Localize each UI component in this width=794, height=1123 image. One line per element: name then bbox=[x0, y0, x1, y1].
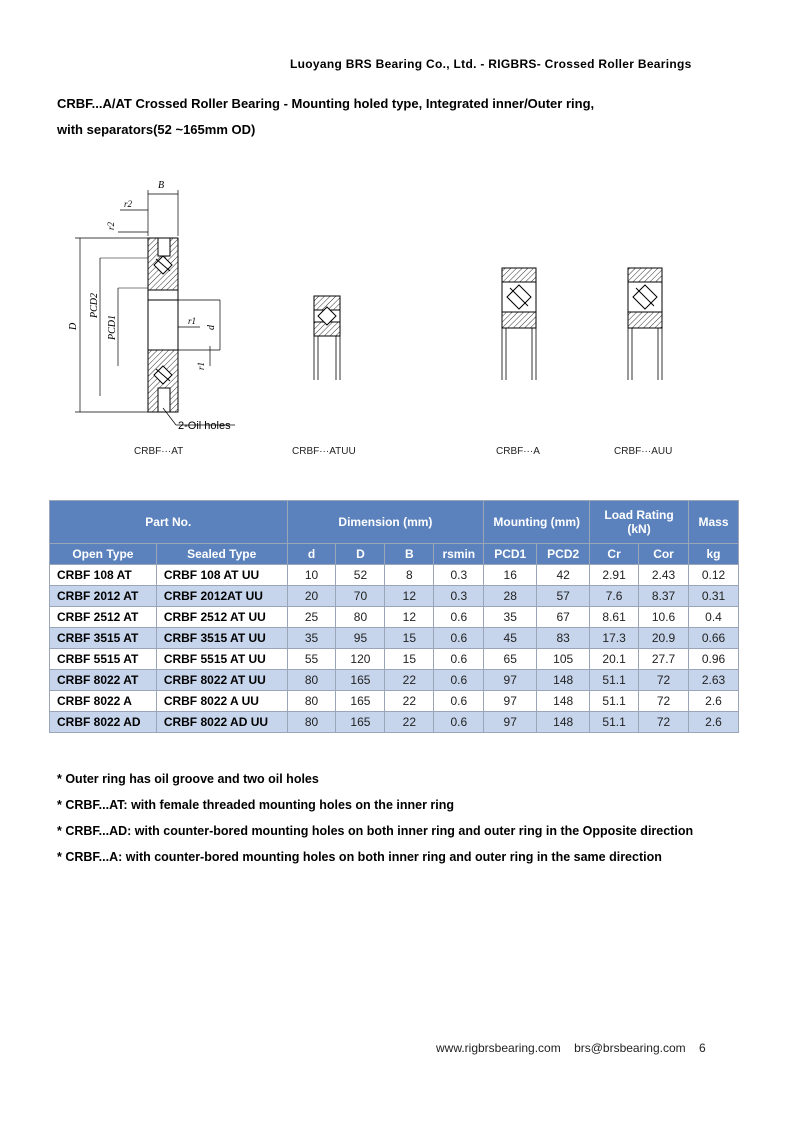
value-cell: 10 bbox=[287, 565, 336, 586]
value-cell: 2.6 bbox=[688, 712, 738, 733]
value-cell: 148 bbox=[537, 691, 590, 712]
value-cell: 51.1 bbox=[590, 670, 639, 691]
dim-label-d-outer: D bbox=[68, 322, 79, 330]
value-cell: 22 bbox=[385, 670, 434, 691]
crbf-atuu-drawing bbox=[314, 296, 340, 380]
value-cell: 0.3 bbox=[434, 565, 484, 586]
part-number-cell: CRBF 3515 AT bbox=[50, 628, 157, 649]
page-footer bbox=[436, 1041, 716, 1055]
value-cell: 42 bbox=[537, 565, 590, 586]
value-cell: 0.12 bbox=[688, 565, 738, 586]
value-cell: 0.6 bbox=[434, 691, 484, 712]
value-cell: 0.6 bbox=[434, 628, 484, 649]
value-cell: 148 bbox=[537, 712, 590, 733]
value-cell: 35 bbox=[484, 607, 537, 628]
table-row bbox=[50, 691, 739, 712]
table-column-header-row bbox=[50, 544, 739, 565]
column-header: PCD2 bbox=[537, 544, 590, 565]
header-mass: Mass bbox=[688, 501, 738, 544]
value-cell: 0.4 bbox=[688, 607, 738, 628]
column-header: d bbox=[287, 544, 336, 565]
header-load-rating-unit: (kN) bbox=[627, 522, 651, 536]
table-row bbox=[50, 670, 739, 691]
part-number-cell: CRBF 5515 AT bbox=[50, 649, 157, 670]
value-cell: 8 bbox=[385, 565, 434, 586]
value-cell: 0.66 bbox=[688, 628, 738, 649]
column-header: Sealed Type bbox=[156, 544, 287, 565]
value-cell: 80 bbox=[287, 712, 336, 733]
value-cell: 67 bbox=[537, 607, 590, 628]
value-cell: 72 bbox=[639, 712, 689, 733]
part-number-cell: CRBF 8022 A bbox=[50, 691, 157, 712]
table-row bbox=[50, 607, 739, 628]
dim-label-r2-side: r2 bbox=[106, 221, 116, 230]
value-cell: 0.6 bbox=[434, 607, 484, 628]
part-number-cell: CRBF 2512 AT bbox=[50, 607, 157, 628]
value-cell: 165 bbox=[336, 712, 385, 733]
value-cell: 0.6 bbox=[434, 670, 484, 691]
column-header: kg bbox=[688, 544, 738, 565]
value-cell: 20 bbox=[287, 586, 336, 607]
crbf-auu-drawing bbox=[628, 268, 662, 380]
value-cell: 70 bbox=[336, 586, 385, 607]
table-row bbox=[50, 712, 739, 733]
dim-label-r1-inner: r1 bbox=[188, 316, 197, 326]
spec-table bbox=[49, 500, 739, 733]
value-cell: 2.43 bbox=[639, 565, 689, 586]
value-cell: 51.1 bbox=[590, 712, 639, 733]
value-cell: 0.96 bbox=[688, 649, 738, 670]
caption-crbf-atuu: CRBF···ATUU bbox=[292, 446, 356, 457]
value-cell: 8.61 bbox=[590, 607, 639, 628]
part-number-cell: CRBF 8022 AT bbox=[50, 670, 157, 691]
dim-label-r1-outer: r1 bbox=[196, 361, 206, 370]
page-number: 6 bbox=[698, 1041, 706, 1055]
header-dimension: Dimension (mm) bbox=[287, 501, 484, 544]
value-cell: 80 bbox=[287, 670, 336, 691]
footer-website: www.rigbrsbearing.com bbox=[436, 1041, 561, 1055]
column-header: Cor bbox=[639, 544, 689, 565]
value-cell: 0.3 bbox=[434, 586, 484, 607]
value-cell: 2.91 bbox=[590, 565, 639, 586]
column-header: B bbox=[385, 544, 434, 565]
note-item: * CRBF...A: with counter-bored mounting holes on both inner ring and outer ring in the same direction bbox=[57, 850, 662, 864]
value-cell: 80 bbox=[287, 691, 336, 712]
value-cell: 15 bbox=[385, 649, 434, 670]
value-cell: 8.37 bbox=[639, 586, 689, 607]
dim-label-b: B bbox=[158, 180, 165, 191]
dim-label-pcd1: PCD1 bbox=[107, 315, 118, 340]
part-number-cell: CRBF 8022 AD UU bbox=[156, 712, 287, 733]
value-cell: 55 bbox=[287, 649, 336, 670]
value-cell: 22 bbox=[385, 691, 434, 712]
part-number-cell: CRBF 108 AT bbox=[50, 565, 157, 586]
value-cell: 16 bbox=[484, 565, 537, 586]
oil-holes-label: 2-Oil holes bbox=[178, 420, 231, 432]
value-cell: 2.63 bbox=[688, 670, 738, 691]
note-item: * Outer ring has oil groove and two oil holes bbox=[57, 772, 319, 786]
bearing-drawings bbox=[60, 170, 750, 470]
title-line-1: CRBF...A/AT Crossed Roller Bearing - Mounting holed type, Integrated inner/Outer ring, bbox=[57, 96, 595, 111]
header-part-no: Part No. bbox=[50, 501, 288, 544]
part-number-cell: CRBF 3515 AT UU bbox=[156, 628, 287, 649]
crbf-at-drawing bbox=[68, 180, 235, 432]
value-cell: 97 bbox=[484, 670, 537, 691]
value-cell: 0.31 bbox=[688, 586, 738, 607]
column-header: D bbox=[336, 544, 385, 565]
value-cell: 20.1 bbox=[590, 649, 639, 670]
value-cell: 0.6 bbox=[434, 712, 484, 733]
value-cell: 80 bbox=[336, 607, 385, 628]
part-number-cell: CRBF 8022 A UU bbox=[156, 691, 287, 712]
part-number-cell: CRBF 2512 AT UU bbox=[156, 607, 287, 628]
value-cell: 120 bbox=[336, 649, 385, 670]
table-row bbox=[50, 628, 739, 649]
value-cell: 57 bbox=[537, 586, 590, 607]
header-load-rating bbox=[590, 501, 689, 544]
table-row bbox=[50, 565, 739, 586]
value-cell: 28 bbox=[484, 586, 537, 607]
table-row bbox=[50, 649, 739, 670]
value-cell: 7.6 bbox=[590, 586, 639, 607]
value-cell: 15 bbox=[385, 628, 434, 649]
value-cell: 72 bbox=[639, 691, 689, 712]
part-number-cell: CRBF 2012AT UU bbox=[156, 586, 287, 607]
value-cell: 27.7 bbox=[639, 649, 689, 670]
dim-label-d-bore: d bbox=[206, 325, 217, 330]
value-cell: 45 bbox=[484, 628, 537, 649]
notes-section bbox=[57, 766, 693, 870]
value-cell: 148 bbox=[537, 670, 590, 691]
part-number-cell: CRBF 8022 AD bbox=[50, 712, 157, 733]
caption-crbf-at: CRBF···AT bbox=[134, 446, 184, 457]
value-cell: 51.1 bbox=[590, 691, 639, 712]
caption-crbf-auu: CRBF···AUU bbox=[614, 446, 673, 457]
value-cell: 97 bbox=[484, 691, 537, 712]
value-cell: 165 bbox=[336, 670, 385, 691]
table-group-header-row bbox=[50, 501, 739, 544]
page-header: Luoyang BRS Bearing Co., Ltd. - RIGBRS- Crossed Roller Bearings bbox=[290, 57, 692, 71]
dim-label-r2-top: r2 bbox=[124, 199, 133, 209]
part-number-cell: CRBF 108 AT UU bbox=[156, 565, 287, 586]
table-body bbox=[50, 565, 739, 733]
column-header: Open Type bbox=[50, 544, 157, 565]
title-line-2: with separators(52 ~165mm OD) bbox=[57, 122, 256, 137]
value-cell: 105 bbox=[537, 649, 590, 670]
footer-email: brs@brsbearing.com bbox=[574, 1041, 686, 1055]
table-row bbox=[50, 586, 739, 607]
column-header: PCD1 bbox=[484, 544, 537, 565]
part-number-cell: CRBF 2012 AT bbox=[50, 586, 157, 607]
value-cell: 17.3 bbox=[590, 628, 639, 649]
value-cell: 10.6 bbox=[639, 607, 689, 628]
value-cell: 20.9 bbox=[639, 628, 689, 649]
page-title bbox=[57, 91, 757, 143]
part-number-cell: CRBF 5515 AT UU bbox=[156, 649, 287, 670]
value-cell: 83 bbox=[537, 628, 590, 649]
part-number-cell: CRBF 8022 AT UU bbox=[156, 670, 287, 691]
dim-label-pcd2: PCD2 bbox=[89, 293, 100, 318]
value-cell: 52 bbox=[336, 565, 385, 586]
value-cell: 22 bbox=[385, 712, 434, 733]
header-mounting: Mounting (mm) bbox=[484, 501, 590, 544]
value-cell: 165 bbox=[336, 691, 385, 712]
value-cell: 12 bbox=[385, 607, 434, 628]
value-cell: 0.6 bbox=[434, 649, 484, 670]
header-load-rating-label: Load Rating bbox=[604, 508, 674, 522]
value-cell: 97 bbox=[484, 712, 537, 733]
column-header: Cr bbox=[590, 544, 639, 565]
value-cell: 25 bbox=[287, 607, 336, 628]
value-cell: 2.6 bbox=[688, 691, 738, 712]
note-item: * CRBF...AT: with female threaded mounting holes on the inner ring bbox=[57, 798, 455, 812]
note-item: * CRBF...AD: with counter-bored mounting holes on both inner ring and outer ring in the Opposite direction bbox=[57, 824, 694, 838]
crbf-a-drawing bbox=[502, 268, 536, 380]
value-cell: 12 bbox=[385, 586, 434, 607]
value-cell: 65 bbox=[484, 649, 537, 670]
value-cell: 35 bbox=[287, 628, 336, 649]
value-cell: 72 bbox=[639, 670, 689, 691]
caption-crbf-a: CRBF···A bbox=[496, 446, 540, 457]
value-cell: 95 bbox=[336, 628, 385, 649]
column-header: rsmin bbox=[434, 544, 484, 565]
